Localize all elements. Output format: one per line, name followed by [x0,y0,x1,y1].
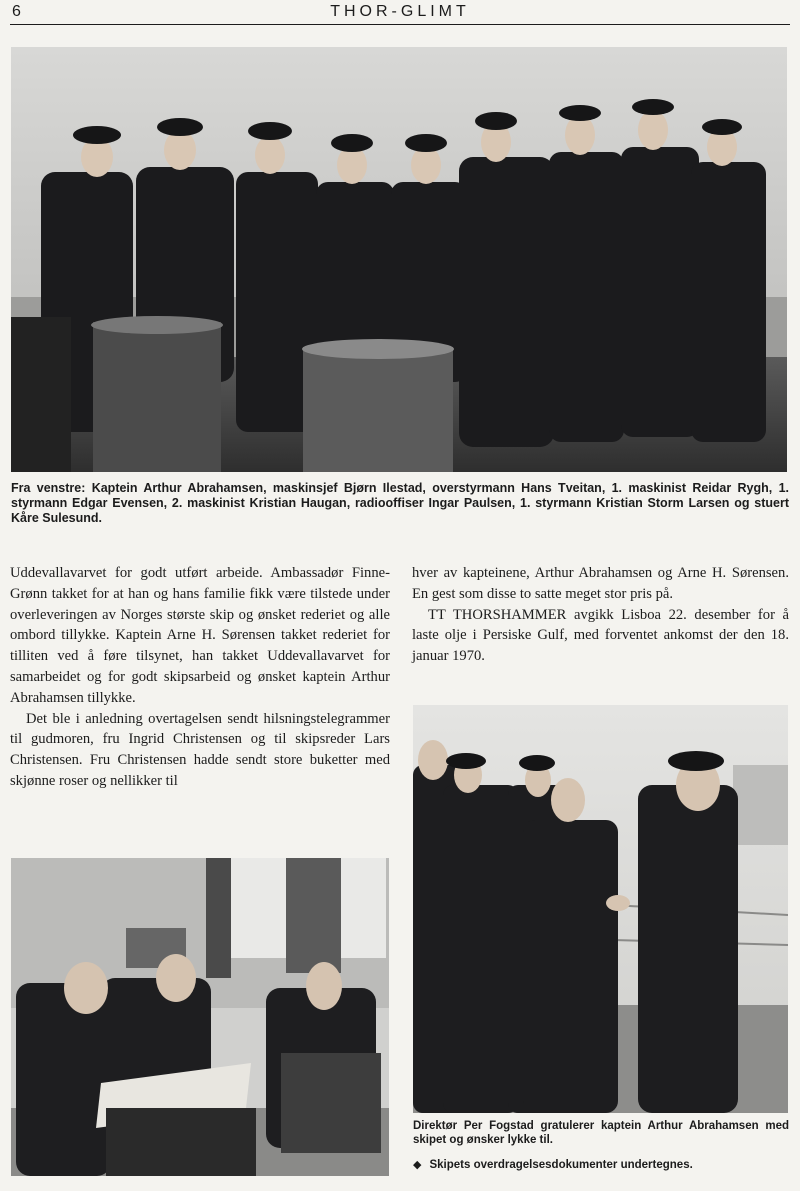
header-rule [10,24,790,25]
running-head: THOR-GLIMT [330,3,470,20]
handshake-photo-drawing [413,705,788,1113]
article-left-column [10,563,390,792]
handshake-photo [413,705,788,1113]
article-paragraph: Det ble i anledning overtagelsen sendt hilsningstelegrammer til gudmoren, fru Ingrid Christensen og til skipsreder Lars Christensen. Fru Christensen hadde sendt store buketter med skjønne roser og nellikker til [10,710,390,789]
signing-caption-text: Skipets overdragelsesdokumenter undertegnes. [429,1159,693,1171]
signing-photo-drawing [11,858,389,1176]
signing-photo [11,858,389,1176]
signing-caption [413,1158,789,1172]
article-paragraph: hver av kapteinene, Arthur Abrahamsen og Arne H. Sørensen. En gest som disse to satte meget stor pris på. [412,565,789,602]
crew-caption: Fra venstre: Kaptein Arthur Abrahamsen, maskinsjef Bjørn Ilestad, overstyrmann Hans Tveitan, 1. maskinist Reidar Rygh, 1. styrmann Edgar Evensen, 2. maskinist Kristian Haugan, radiooffiser Ingar Paulsen, 1. styrmann Kristian Storm Larsen og stuert Kåre Sulesund. [11,481,789,525]
caption-arrow-icon: ◆ [413,1159,422,1171]
article-paragraph: Uddevallavarvet for godt utført arbeide. Ambassadør Finne-Grønn takket for at han og hans familie fikk være tilstede under overleveringen av Norges største skip og ønsket rederiet og alle ombord tillykke. Kaptein Arne H. Sørensen takket rederiet for tilliten ved å føre tilsynet, han takket Uddevallavarvet for samarbeidet og for godt skipsarbeid og ønsket kaptein Arthur Abrahamsen tillykke. [10,565,390,706]
crew-photo [11,47,787,472]
article-right-column [412,563,789,667]
page-number: 6 [12,3,21,20]
handshake-caption: Direktør Per Fogstad gratulerer kaptein Arthur Abrahamsen med skipet og ønsker lykke til. [413,1120,789,1146]
article-paragraph: TT THORSHAMMER avgikk Lisboa 22. desember for å laste olje i Persiske Gulf, med forventet ankomst der den 18. januar 1970. [412,606,789,665]
crew-photo-drawing [11,47,787,472]
